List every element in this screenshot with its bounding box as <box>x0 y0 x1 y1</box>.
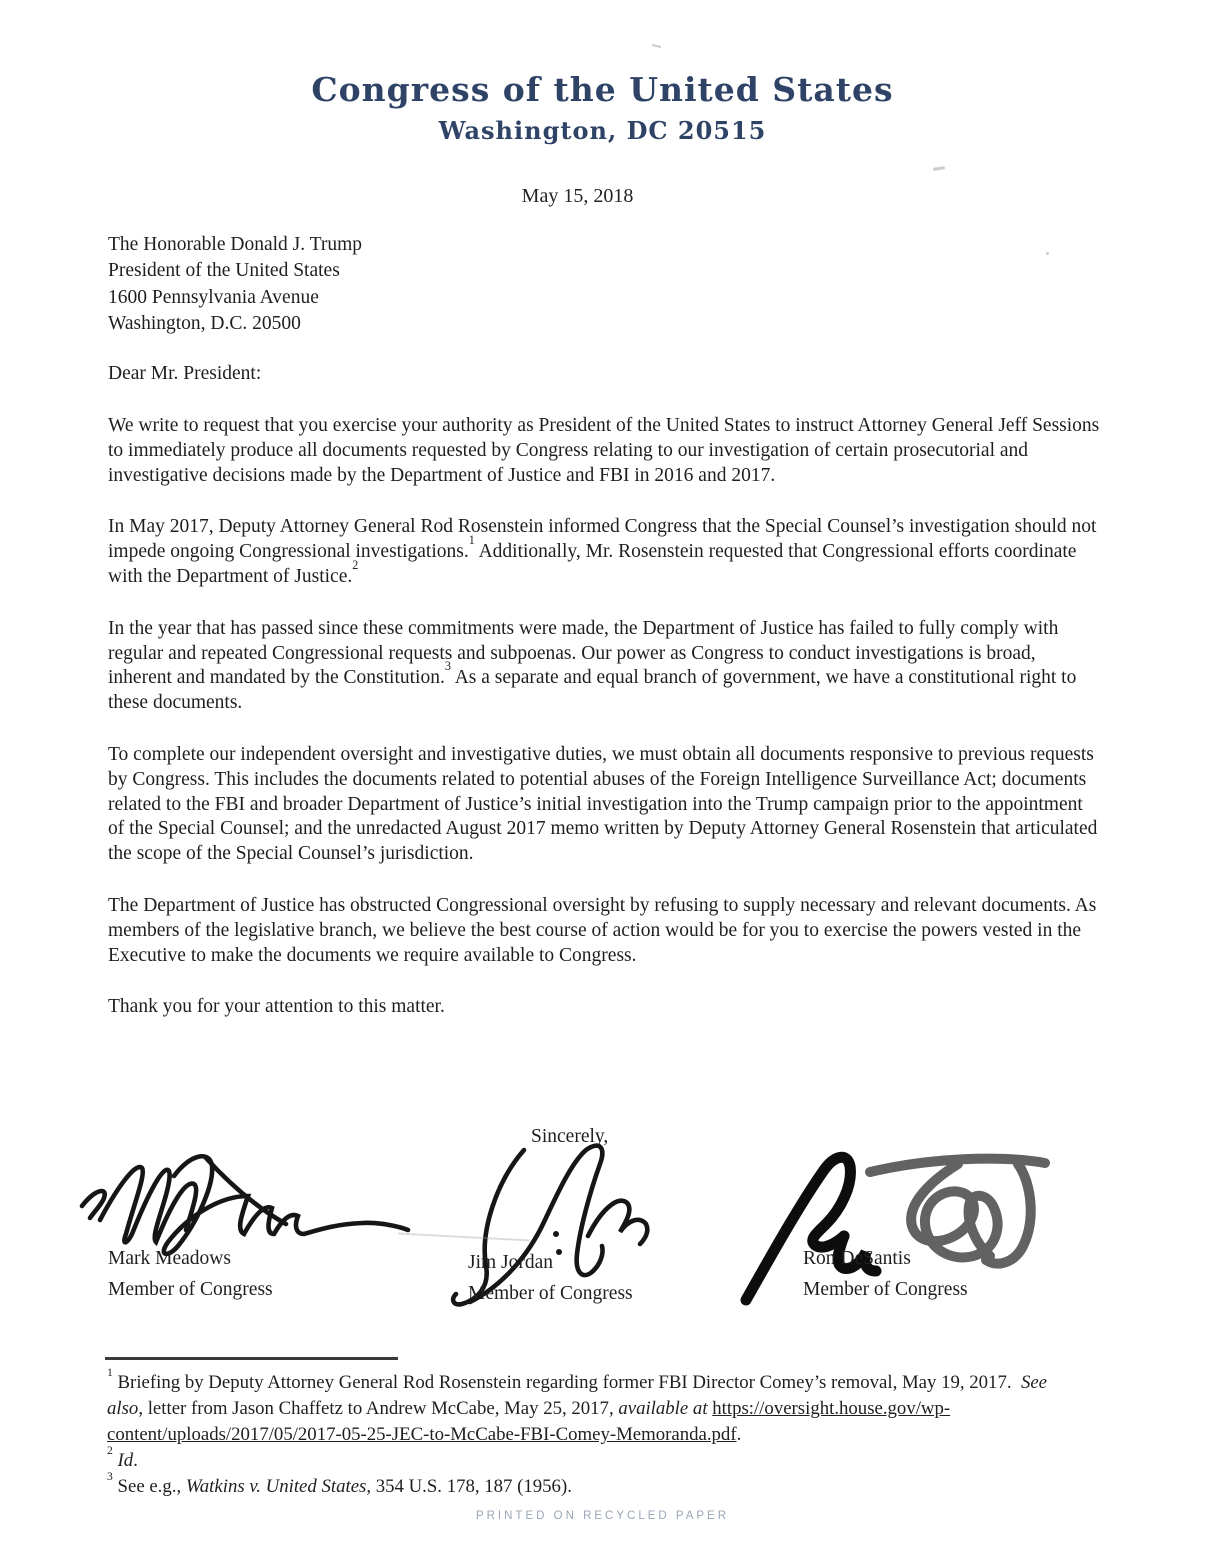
letterhead-subtitle: Washington, DC 20515 <box>438 116 767 145</box>
text-segment: We write to request that you exercise your authority as President of the United States to instruct Attorney General Jeff Sessions to immediately produce all documents requested by Congress relating to our investigation of certain prosecutorial and investigative decisions made by the Department of Justice and FBI in 2016 and 2017. <box>108 414 1100 486</box>
footnote-marker: 2 <box>352 558 359 573</box>
text-segment: Id <box>117 1450 134 1471</box>
letterhead-title: Congress of the United States <box>311 70 894 109</box>
text-segment: , letter from Jason Chaffetz to Andrew McCabe, May 25, 2017, <box>138 1398 619 1419</box>
salutation: Dear Mr. President: <box>108 363 262 385</box>
paragraph <box>108 414 1103 488</box>
footnote-marker: 3 <box>107 1469 113 1483</box>
text-segment: To complete our independent oversight and investigative duties, we must obtain all documents responsive to previous requests by Congress. This includes the documents related to potential abuses of the Foreign Intelligence Surveillance Act; documents related to the FBI and broader Department of Justice’s initial investigation into the Trump campaign prior to the appointment of the Special Counsel; and the unredacted August 2017 memo written by Deputy Attorney General Rosenstein that articulated the scope of the Special Counsel’s jurisdiction. <box>108 743 1098 865</box>
paragraph <box>108 743 1103 867</box>
signature-name: Mark Meadows <box>108 1248 231 1269</box>
signature-title: Member of Congress <box>803 1279 968 1300</box>
text-segment: Additionally, Mr. Rosenstein requested that Congressional efforts coordinate with the Department of Justice. <box>108 541 1077 587</box>
footnote-link: https://oversight.house.gov/wp-content/uploads/2017/05/2017-05-25-JEC-to-McCabe-FBI-Comey-Memoranda.pdf <box>107 1398 951 1445</box>
text-segment: See e.g., <box>117 1476 186 1497</box>
footnotes <box>107 1365 1065 1500</box>
footnote-marker: 1 <box>468 533 475 548</box>
recycled-paper-note: PRINTED ON RECYCLED PAPER <box>475 1510 730 1522</box>
recipient-line: President of the United States <box>108 260 340 282</box>
text-segment: In the year that has passed since these commitments were made, the Department of Justice has failed to fully comply with regular and repeated Congressional requests and subpoenas. Our power as Congress to conduct investigations is broad, inherent and mandated by the Constitution. <box>108 617 1059 689</box>
text-segment: In May 2017, Deputy Attorney General Rod Rosenstein informed Congress that the Special Counsel’s investigation should not impede ongoing Congressional investigations. <box>108 516 1097 563</box>
footnote <box>107 1365 1065 1448</box>
footnote <box>107 1443 1065 1474</box>
signature-title: Member of Congress <box>468 1283 633 1304</box>
paragraph <box>108 617 1103 716</box>
text-segment: . <box>736 1424 742 1445</box>
footnote-separator <box>105 1357 398 1360</box>
footnote-marker: 3 <box>444 659 451 674</box>
scan-artifact <box>1046 252 1049 255</box>
signature-name: Jim Jordan <box>468 1252 554 1273</box>
sign-off: Sincerely, <box>531 1126 609 1147</box>
text-segment: As a separate and equal branch of government, we have a constitutional right to these documents. <box>108 667 1077 714</box>
paragraph <box>108 894 1103 968</box>
letterhead <box>0 70 1205 145</box>
recipient-line: Washington, D.C. 20500 <box>108 312 301 334</box>
recipient-line: The Honorable Donald J. Trump <box>108 234 363 255</box>
closing-thanks: Thank you for your attention to this matter. <box>108 996 445 1018</box>
recipient-line: 1600 Pennsylvania Avenue <box>108 286 319 308</box>
text-segment: available at <box>618 1398 708 1419</box>
scan-artifact <box>933 166 945 170</box>
text-segment: Watkins v. United States <box>185 1476 367 1497</box>
scan-artifact <box>652 44 661 48</box>
footnote-marker: 2 <box>107 1443 113 1457</box>
text-segment: Briefing by Deputy Attorney General Rod Rosenstein regarding former FBI Director Comey’s removal, May 19, 2017. <box>117 1372 1021 1393</box>
text-segment: , 354 U.S. 178, 187 (1956). <box>366 1476 572 1497</box>
signature-name: Ron DeSantis <box>803 1248 911 1269</box>
recipient-block <box>108 232 1103 337</box>
letter-paragraphs <box>108 414 1103 968</box>
signature-title: Member of Congress <box>108 1279 273 1300</box>
paragraph <box>108 515 1103 589</box>
footnote <box>107 1469 1065 1500</box>
letter-date: May 15, 2018 <box>521 185 634 207</box>
text-segment: See also <box>107 1372 1048 1419</box>
text-segment: The Department of Justice has obstructed Congressional oversight by refusing to supply necessary and relevant documents. As members of the legislative branch, we believe the best course of action would be for you to exercise the powers vested in the Executive to make the documents we require available to Congress. <box>108 894 1097 966</box>
letter-body <box>108 232 1103 1020</box>
footnote-marker: 1 <box>107 1365 113 1379</box>
text-segment: . <box>133 1450 138 1471</box>
